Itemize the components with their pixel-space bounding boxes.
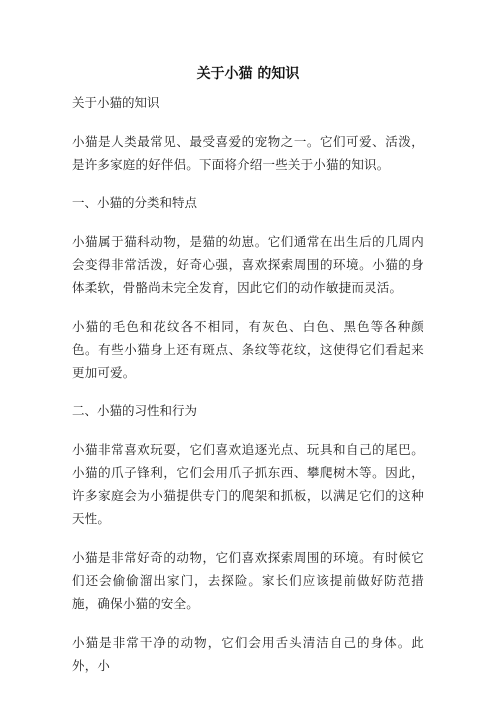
intro-paragraph: 小猫是人类最常见、最受喜爱的宠物之一。它们可爱、活泼，是许多家庭的好伴侣。下面将介绍一些关于小猫的知识。 xyxy=(72,134,424,172)
document-title: 关于小猫 的知识 xyxy=(196,66,300,82)
paragraph-kitten-curiosity: 小猫是非常好奇的动物，它们喜欢探索周围的环境。有时候它们还会偷偷溜出家门，去探险。家长们应该提前做好防范措施，确保小猫的安全。 xyxy=(72,550,424,611)
section-heading-classification: 一、小猫的分类和特点 xyxy=(72,195,198,210)
section-heading-behavior: 二、小猫的习性和行为 xyxy=(72,403,198,418)
paragraph-kitten-traits: 小猫属于猫科动物，是猫的幼崽。它们通常在出生后的几周内会变得非常活泼，好奇心强，喜欢探索周围的环境。小猫的身体柔软，骨骼尚未完全发育，因此它们的动作敏捷而灵活。 xyxy=(72,234,424,295)
paragraph-kitten-play: 小猫非常喜欢玩耍，它们喜欢追逐光点、玩具和自己的尾巴。小猫的爪子锋利，它们会用爪子抓东西、攀爬树木等。因此，许多家庭会为小猫提供专门的爬架和抓板，以满足它们的这种天性。 xyxy=(72,442,424,526)
paragraph-kitten-colors: 小猫的毛色和花纹各不相同，有灰色、白色、黑色等各种颜色。有些小猫身上还有斑点、条纹等花纹，这使得它们看起来更加可爱。 xyxy=(72,319,424,380)
document-subtitle: 关于小猫的知识 xyxy=(72,95,160,110)
paragraph-kitten-cleanliness: 小猫是非常干净的动物，它们会用舌头清洁自己的身体。此外，小 xyxy=(72,635,424,673)
